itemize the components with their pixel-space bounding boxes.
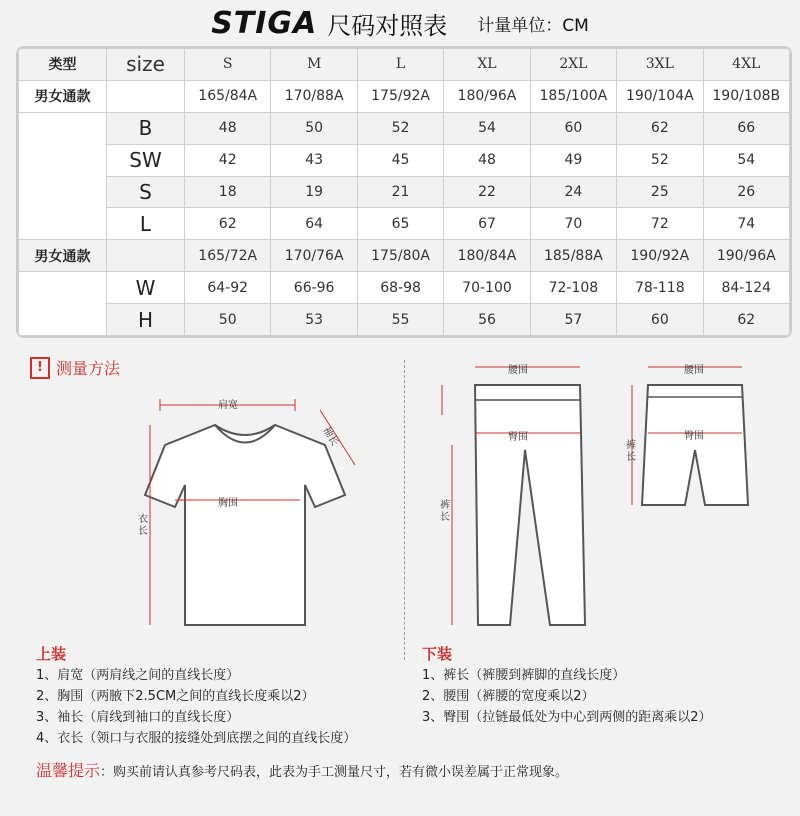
table-row: [19, 176, 790, 208]
table-cell: 48: [444, 144, 530, 176]
note-item: 2、腰围（裤腰的宽度乘以2）: [422, 689, 595, 704]
table-cell: 50: [185, 304, 271, 336]
hip-label: 臀围: [508, 432, 528, 443]
shoulder-label: 肩宽: [218, 400, 238, 411]
tip-text: ：购买前请认真参考尺码表，此表为手工测量尺寸，若有微小误差属于正常现象。: [100, 765, 569, 780]
table-cell: 180/96A: [444, 80, 530, 112]
note-item: 1、肩宽（两肩线之间的直线长度）: [36, 668, 240, 683]
warning-icon: !: [30, 357, 50, 379]
table-cell: 50: [271, 112, 357, 144]
table-cell: 42: [185, 144, 271, 176]
table-cell: 185/100A: [530, 80, 616, 112]
blank-cell: [107, 240, 185, 272]
table-cell: 60: [617, 304, 703, 336]
table-cell: 49: [530, 144, 616, 176]
chest-label: 胸围: [218, 498, 238, 509]
table-row: [19, 240, 790, 272]
table-cell: 170/76A: [271, 240, 357, 272]
page-title: 尺码对照表: [327, 11, 448, 40]
shorts-length-label: 裤长: [626, 440, 636, 463]
corner-label: 类型: [19, 49, 107, 81]
shorts-waist-label: 腰围: [684, 365, 704, 376]
table-cell: 190/92A: [617, 240, 703, 272]
table-cell: 64: [271, 208, 357, 240]
length-label: 衣长: [138, 514, 148, 537]
table-cell: 57: [530, 304, 616, 336]
table-row: [19, 144, 790, 176]
table-cell: 55: [357, 304, 443, 336]
table-row: [19, 112, 790, 144]
table-cell: 60: [530, 112, 616, 144]
measure-label: H: [107, 304, 185, 336]
table-cell: 175/92A: [357, 80, 443, 112]
table-cell: 66: [703, 112, 789, 144]
table-cell: 54: [703, 144, 789, 176]
table-cell: 64-92: [185, 272, 271, 304]
notes-top-heading: 上装: [36, 645, 67, 663]
table-cell: 84-124: [703, 272, 789, 304]
table-cell: 190/104A: [617, 80, 703, 112]
tshirt-outline: [145, 425, 345, 625]
blank-cell: [107, 80, 185, 112]
group-label: 男女通款: [19, 240, 107, 272]
table-cell: 190/108B: [703, 80, 789, 112]
shorts-outline: [642, 385, 748, 505]
pants-diagram: [430, 355, 610, 645]
method-title: 测量方法: [56, 359, 121, 378]
table-cell: 52: [357, 112, 443, 144]
measure-label: B: [107, 112, 185, 144]
notes-top: [36, 644, 356, 749]
size-table: [16, 46, 792, 338]
notes-bottom: [422, 644, 712, 728]
method-heading: [30, 356, 120, 379]
table-row: [19, 80, 790, 112]
blank-cell: [19, 272, 107, 336]
pants-outline: [475, 385, 585, 625]
table-cell: 165/72A: [185, 240, 271, 272]
table-cell: 22: [444, 176, 530, 208]
table-cell: 62: [703, 304, 789, 336]
table-cell: 74: [703, 208, 789, 240]
tip: [36, 758, 568, 781]
waist-label: 腰围: [508, 365, 528, 376]
table-cell: 62: [185, 208, 271, 240]
header: [0, 0, 800, 46]
table-cell: 185/88A: [530, 240, 616, 272]
note-item: 1、裤长（裤腰到裤脚的直线长度）: [422, 668, 626, 683]
table-cell: 175/80A: [357, 240, 443, 272]
shorts-hip-label: 臀围: [684, 431, 704, 442]
table-row: [19, 272, 790, 304]
table-cell: 170/88A: [271, 80, 357, 112]
table-cell: 48: [185, 112, 271, 144]
table-cell: 70-100: [444, 272, 530, 304]
measure-label: L: [107, 208, 185, 240]
size-cell: L: [357, 49, 443, 81]
note-item: 4、衣长（领口与衣服的接缝处到底摆之间的直线长度）: [36, 731, 357, 746]
note-item: 3、臀围（拉链最低处为中心到两侧的距离乘以2）: [422, 710, 712, 725]
size-cell: 4XL: [703, 49, 789, 81]
table-cell: 70: [530, 208, 616, 240]
table-cell: 53: [271, 304, 357, 336]
table-cell: 54: [444, 112, 530, 144]
note-item: 3、袖长（肩线到袖口的直线长度）: [36, 710, 240, 725]
table-cell: 67: [444, 208, 530, 240]
size-cell: S: [185, 49, 271, 81]
size-label: size: [107, 49, 185, 81]
table-cell: 190/96A: [703, 240, 789, 272]
note-item: 2、胸围（两腋下2.5CM之间的直线长度乘以2）: [36, 689, 315, 704]
table-cell: 72-108: [530, 272, 616, 304]
measure-label: S: [107, 176, 185, 208]
table-cell: 45: [357, 144, 443, 176]
table-cell: 66-96: [271, 272, 357, 304]
measure-label: SW: [107, 144, 185, 176]
measure-label: W: [107, 272, 185, 304]
size-cell: 2XL: [530, 49, 616, 81]
table-cell: 25: [617, 176, 703, 208]
table-cell: 26: [703, 176, 789, 208]
sleeve-label: 袖长: [320, 425, 341, 448]
table-row: [19, 208, 790, 240]
table-header-row: [19, 49, 790, 81]
notes-bottom-heading: 下装: [422, 645, 453, 663]
table-cell: 62: [617, 112, 703, 144]
size-cell: M: [271, 49, 357, 81]
unit-label: 计量单位：CM: [477, 15, 589, 36]
table-cell: 24: [530, 176, 616, 208]
table-cell: 165/84A: [185, 80, 271, 112]
brand-logo: STIGA: [211, 5, 318, 41]
table-cell: 56: [444, 304, 530, 336]
size-table-grid: [18, 48, 790, 336]
pants-length-label: 裤长: [440, 500, 450, 523]
size-cell: XL: [444, 49, 530, 81]
blank-cell: [19, 112, 107, 240]
table-cell: 78-118: [617, 272, 703, 304]
table-cell: 21: [357, 176, 443, 208]
tip-label: 温馨提示: [36, 761, 101, 780]
table-cell: 18: [185, 176, 271, 208]
table-cell: 180/84A: [444, 240, 530, 272]
table-cell: 72: [617, 208, 703, 240]
divider: [404, 360, 405, 660]
size-cell: 3XL: [617, 49, 703, 81]
table-row: [19, 304, 790, 336]
table-cell: 52: [617, 144, 703, 176]
table-cell: 65: [357, 208, 443, 240]
table-cell: 68-98: [357, 272, 443, 304]
group-label: 男女通款: [19, 80, 107, 112]
table-cell: 43: [271, 144, 357, 176]
table-cell: 19: [271, 176, 357, 208]
